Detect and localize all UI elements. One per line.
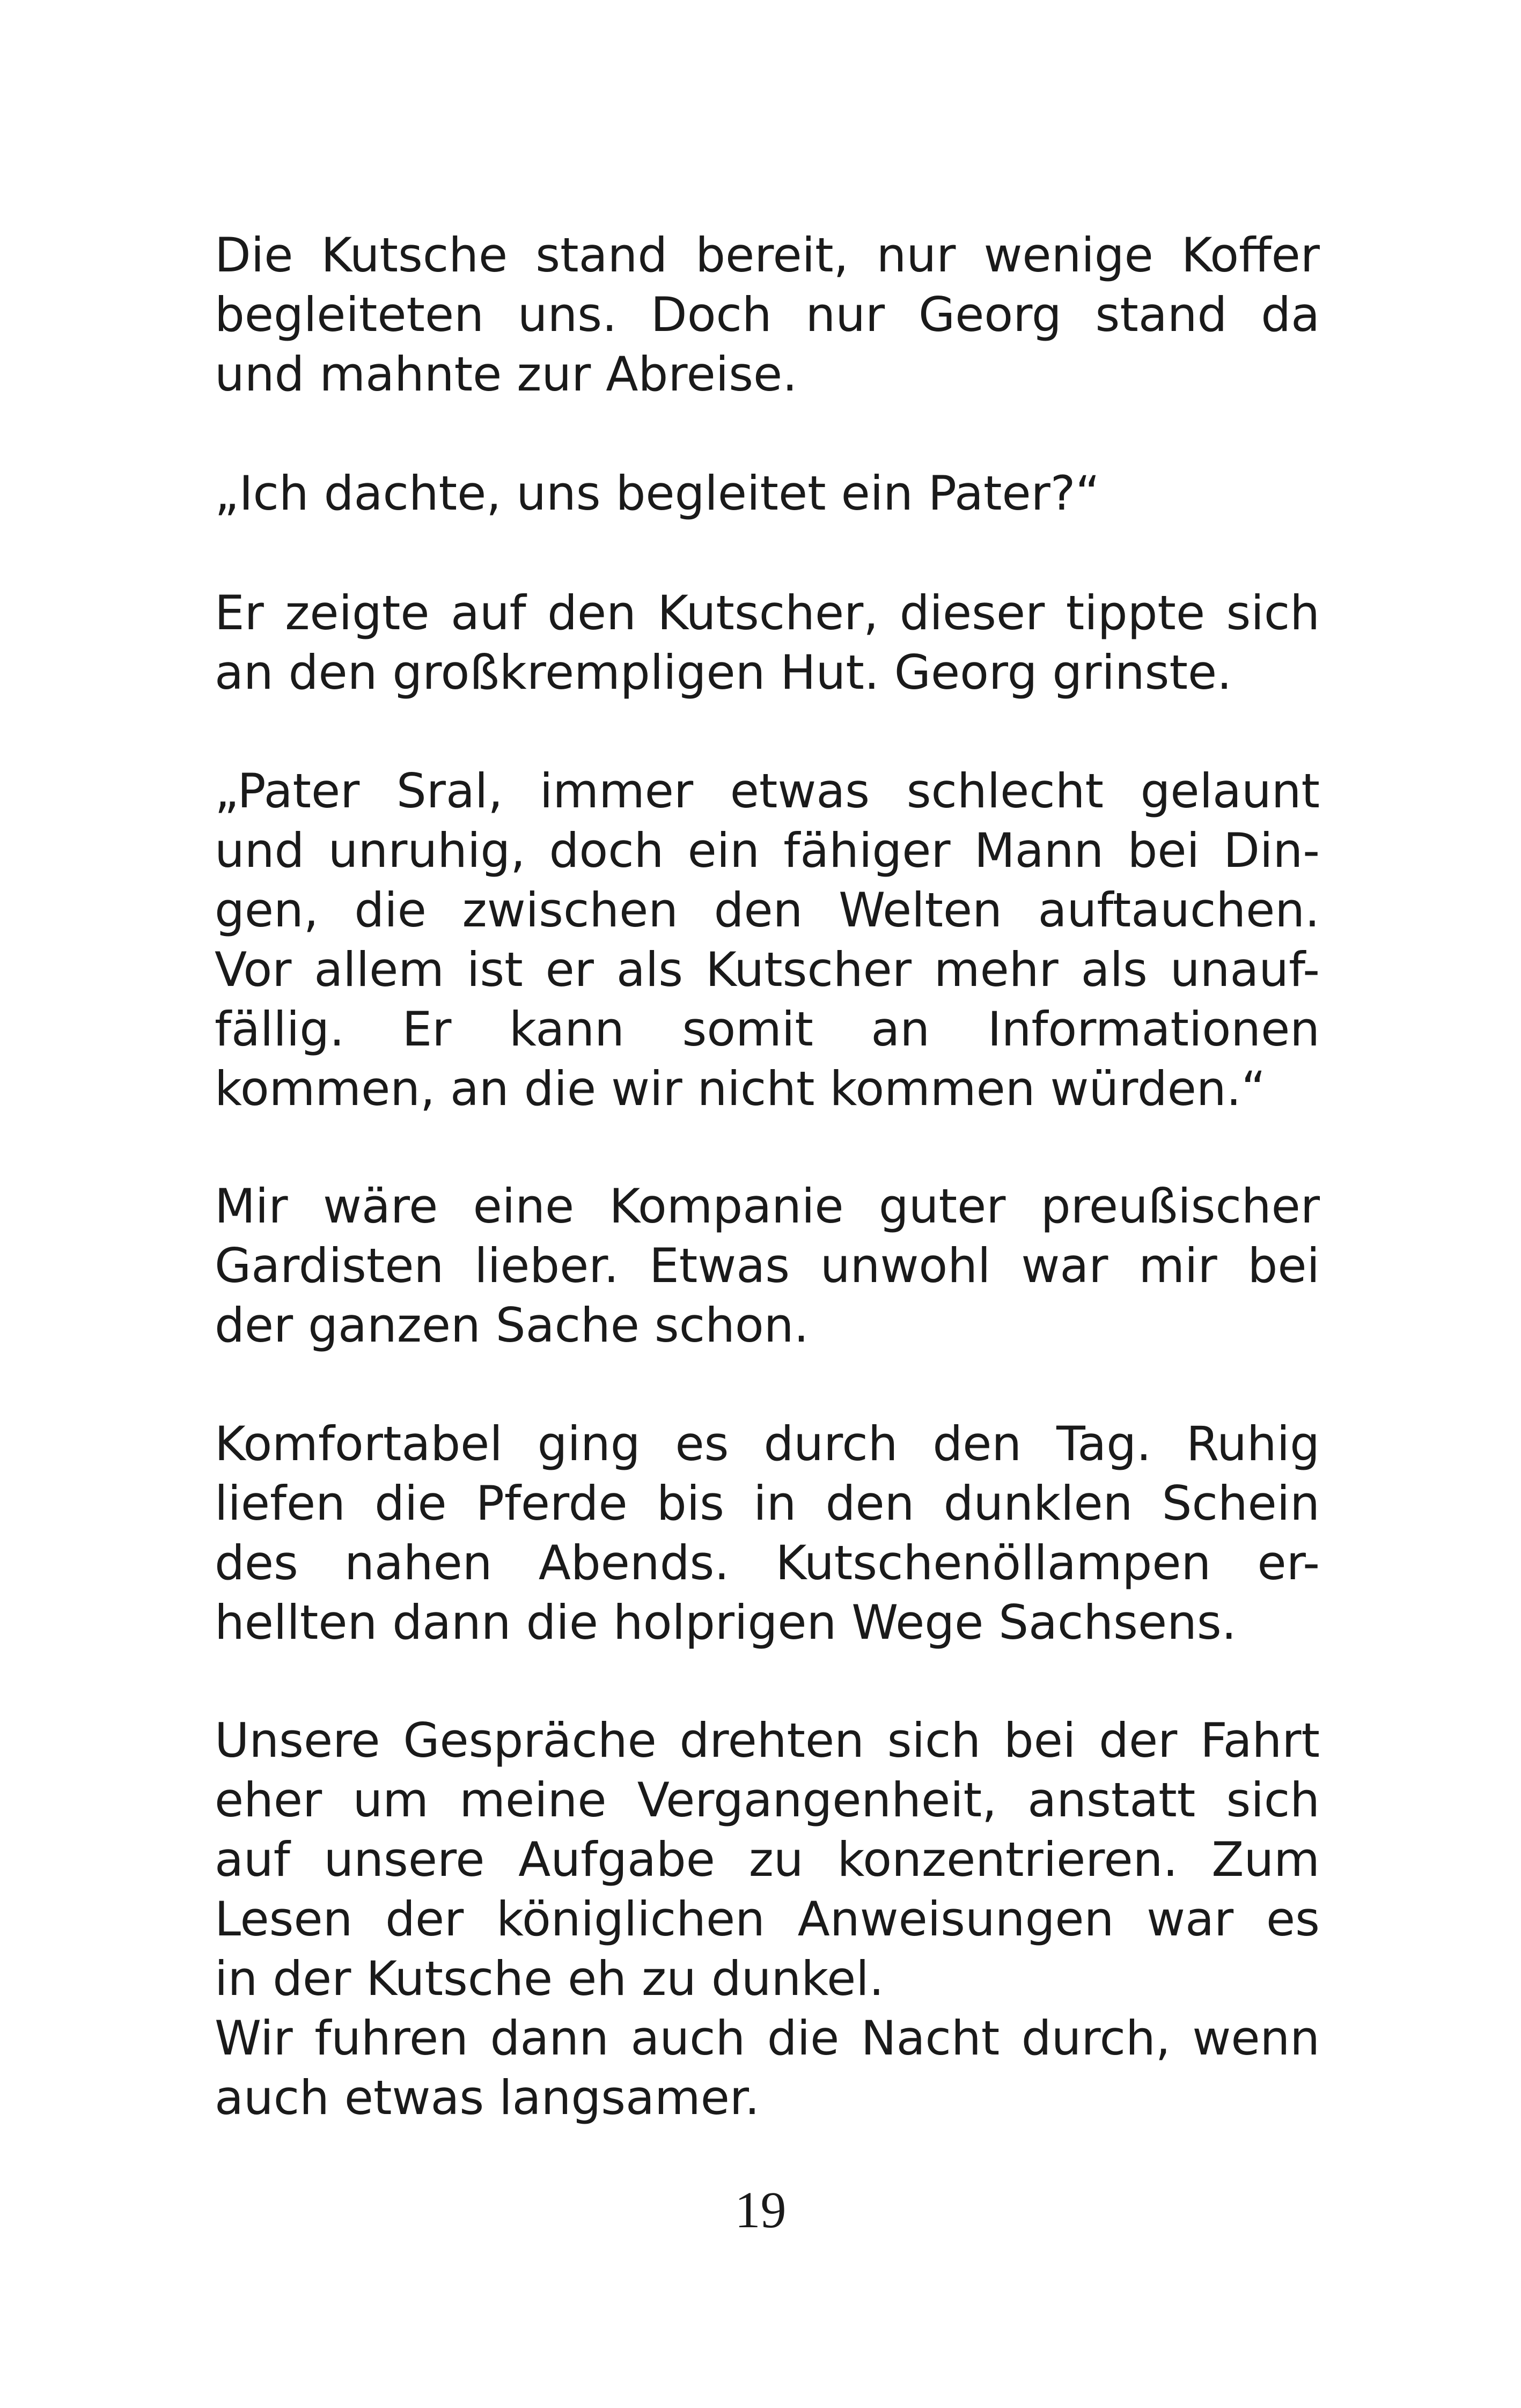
text-line: Er zeigte auf den Kutscher, dieser tippte sich (215, 585, 1320, 640)
text-line: Gardisten lieber. Etwas unwohl war mir bei (215, 1238, 1320, 1293)
text-line: des nahen Abends. Kutschenöllampen er- (215, 1535, 1320, 1590)
text-line: und unruhig, doch ein fähiger Mann bei Din- (215, 823, 1320, 878)
paragraph (215, 583, 1320, 702)
text-line: in der Kutsche eh zu dunkel. (215, 1951, 884, 2006)
text-line: Mir wäre eine Kompanie guter preußischer (215, 1179, 1320, 1234)
text-line: liefen die Pferde bis in den dunklen Schein (215, 1476, 1320, 1531)
paragraph (215, 761, 1320, 1118)
text-line: Unsere Gespräche drehten sich bei der Fahrt (215, 1713, 1320, 1768)
text-line: hellten dann die holprigen Wege Sachsens. (215, 1595, 1237, 1650)
text-line: Die Kutsche stand bereit, nur wenige Koffer (215, 227, 1320, 283)
text-line: Wir fuhren dann auch die Nacht durch, wenn (215, 2011, 1320, 2066)
text-line: fällig. Er kann somit an Informationen (215, 1002, 1320, 1057)
text-line: begleiteten uns. Doch nur Georg stand da (215, 287, 1320, 342)
text-line: der ganzen Sache schon. (215, 1298, 809, 1353)
text-line: auf unsere Aufgabe zu konzentrieren. Zum (215, 1832, 1320, 1887)
paragraph (215, 1414, 1320, 1652)
paragraph (215, 1711, 1320, 2127)
text-line: eher um meine Vergangenheit, anstatt sich (215, 1772, 1320, 1828)
text-line: und mahnte zur Abreise. (215, 347, 798, 402)
text-line: gen, die zwischen den Welten auftauchen. (215, 882, 1320, 938)
text-line: an den großkrempligen Hut. Georg grinste. (215, 645, 1232, 700)
text-line: kommen, an die wir nicht kommen würden.“ (215, 1061, 1266, 1116)
text-line: Vor allem ist er als Kutscher mehr als unauf- (215, 942, 1320, 997)
paragraph (215, 225, 1320, 404)
paragraph (215, 463, 1320, 523)
page-number: 19 (734, 2181, 787, 2238)
text-line: Lesen der königlichen Anweisungen war es (215, 1891, 1320, 1947)
text-line: auch etwas langsamer. (215, 2070, 760, 2125)
text-line: „Pater Sral, immer etwas schlecht gelaunt (215, 763, 1320, 819)
paragraph (215, 1176, 1320, 1355)
text-line: Komfortabel ging es durch den Tag. Ruhig (215, 1416, 1320, 1471)
text-line: „Ich dachte, uns begleitet ein Pater?“ (215, 466, 1100, 521)
